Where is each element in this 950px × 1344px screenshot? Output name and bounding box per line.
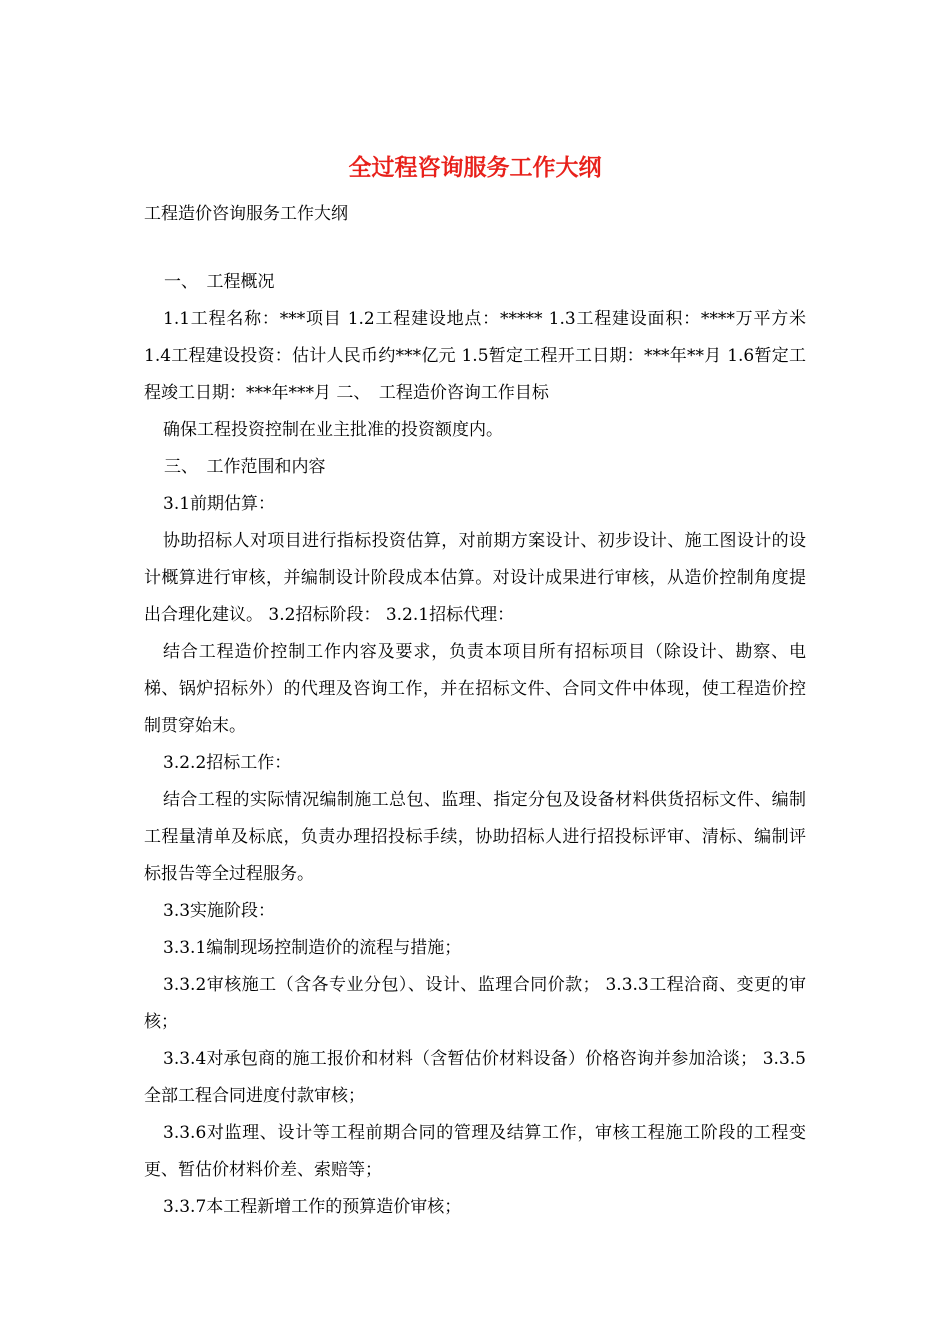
body-paragraph: 3.3.6对监理、设计等工程前期合同的管理及结算工作，审核工程施工阶段的工程变更、暂估价材料价差、索赔等； <box>144 1123 806 1180</box>
body-paragraph: 结合工程的实际情况编制施工总包、监理、指定分包及设备材料供货招标文件、编制工程量清单及标底，负责办理招投标手续，协助招标人进行招投标评审、清标、编制评标报告等全过程服务。 <box>144 790 806 884</box>
body-paragraph: 3.3.2审核施工（含各专业分包）、设计、监理合同价款； 3.3.3工程洽商、变更的审核； <box>144 975 806 1032</box>
section-heading: 一、 工程概况 <box>164 272 275 292</box>
document-title: 全过程咨询服务工作大纲 <box>348 154 602 181</box>
body-paragraph: 3.3实施阶段： <box>163 901 276 921</box>
body-paragraph: 1.1工程名称：***项目 1.2工程建设地点：***** 1.3工程建设面积：****万平方米 1.4工程建设投资：估计人民币约***亿元 1.5暂定工程开工日期：***年**月 1.6暂定工程竣工日期：***年***月 二、 工程造价咨询工作目标 <box>144 309 806 403</box>
body-paragraph: 3.3.1编制现场控制造价的流程与措施； <box>163 938 462 958</box>
body-paragraph: 3.3.7本工程新增工作的预算造价审核； <box>163 1197 462 1217</box>
body-paragraph: 3.3.4对承包商的施工报价和材料（含暂估价材料设备）价格咨询并参加洽谈； 3.3.5全部工程合同进度付款审核； <box>144 1049 806 1106</box>
document-subtitle: 工程造价咨询服务工作大纲 <box>144 204 348 224</box>
section-heading: 三、 工作范围和内容 <box>164 457 326 477</box>
body-paragraph: 3.1前期估算： <box>163 494 276 514</box>
body-paragraph: 3.2.2招标工作： <box>163 753 292 773</box>
body-paragraph: 协助招标人对项目进行指标投资估算，对前期方案设计、初步设计、施工图设计的设计概算进行审核，并编制设计阶段成本估算。对设计成果进行审核，从造价控制角度提出合理化建议。 3.2招标阶段： 3.2.1招标代理： <box>144 531 806 625</box>
document-body <box>144 264 806 1226</box>
body-paragraph: 结合工程造价控制工作内容及要求，负责本项目所有招标项目（除设计、勘察、电梯、锅炉招标外）的代理及咨询工作，并在招标文件、合同文件中体现，使工程造价控制贯穿始末。 <box>144 642 806 736</box>
body-paragraph: 确保工程投资控制在业主批准的投资额度内。 <box>163 420 503 440</box>
